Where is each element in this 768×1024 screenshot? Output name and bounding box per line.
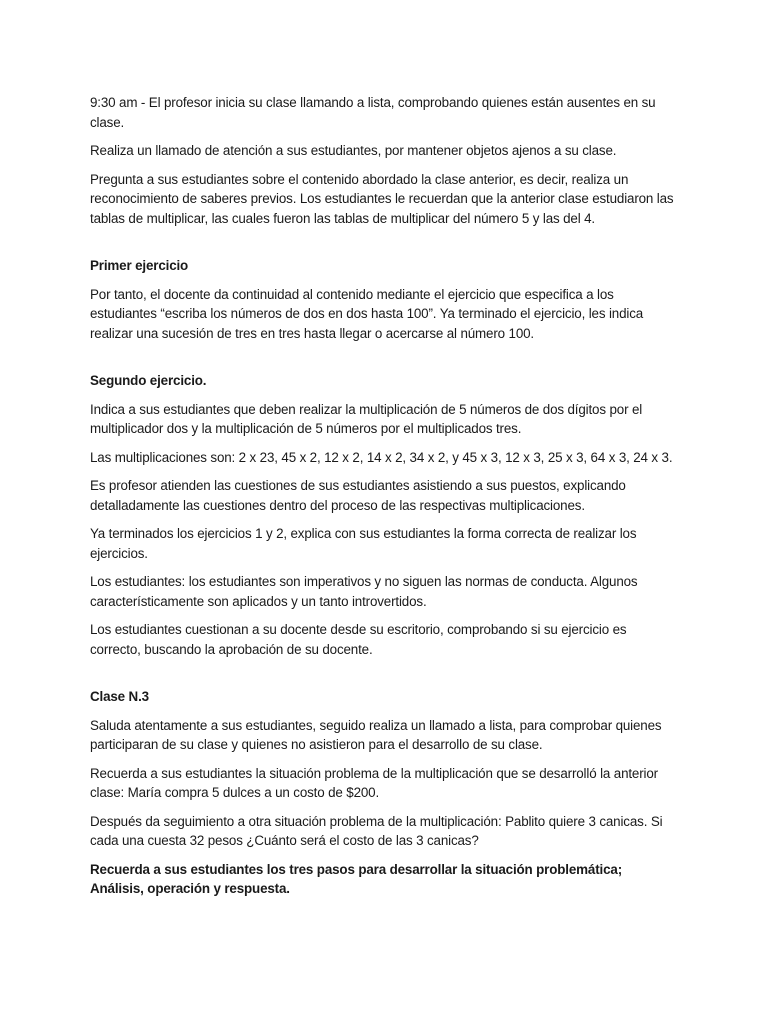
paragraph-first-exercise: Por tanto, el docente da continuidad al contenido mediante el ejercicio que especifica a los estudiantes “escriba los números de dos en dos hasta 100”. Ya terminado el ejercicio, les indica realizar una sucesión de tres en tres hasta llegar o acercarse al número 100.	[90, 286, 644, 341]
paragraph-multiplications: Las multiplicaciones son: 2 x 23, 45 x 2, 12 x 2, 14 x 2, 34 x 2, y 45 x 3, 12 x 3, 25 x 3, 64 x 3, 24 x 3.	[90, 449, 673, 465]
paragraph-attention-call: Realiza un llamado de atención a sus estudiantes, por mantener objetos ajenos a su clase.	[90, 143, 617, 158]
paragraph-attendance: 9:30 am - El profesor inicia su clase llamando a lista, comprobando quienes están ausentes en su clase.	[90, 95, 656, 130]
paragraph-problem-followup: Después da seguimiento a otra situación problema de la multiplicación: Pablito quiere 3 canicas. Si cada una cuesta 32 pesos ¿Cuánto será el costo de las 3 canicas?	[90, 813, 663, 848]
paragraph-teacher-assists: Es profesor atienden las cuestiones de sus estudiantes asistiendo a sus puestos, explicando detalladamente las cuestiones dentro del proceso de las respectivas multiplicaciones.	[90, 478, 626, 513]
paragraph-students-behavior: Los estudiantes: los estudiantes son imperativos y no siguen las normas de conducta. Algunos característicamente son aplicados y un tanto introvertidos.	[90, 574, 638, 609]
paragraph-exercises-review: Ya terminados los ejercicios 1 y 2, explica con sus estudiantes la forma correcta de realizar los ejercicios.	[90, 526, 637, 561]
paragraph-students-questions: Los estudiantes cuestionan a su docente desde su escritorio, comprobando si su ejercicio es correcto, buscando la aprobación de su docente.	[90, 622, 627, 657]
heading-first-exercise: Primer ejercicio	[90, 258, 189, 273]
paragraph-problem-recall: Recuerda a sus estudiantes la situación problema de la multiplicación que se desarrolló la anterior clase: María compra 5 dulces a un costo de $200.	[90, 765, 658, 800]
paragraph-prior-knowledge: Pregunta a sus estudiantes sobre el contenido abordado la clase anterior, es decir, realiza un reconocimiento de saberes previos. Los estudiantes le recuerdan que la anterior clase estudiaron las tablas de multiplicar, las cuales fueron las tablas de multiplicar del número 5 y las del 4.	[90, 171, 674, 226]
heading-second-exercise: Segundo ejercicio.	[90, 373, 207, 388]
paragraph-second-exercise: Indica a sus estudiantes que deben realizar la multiplicación de 5 números de dos dígitos por el multiplicador dos y la multiplicación de 5 números por el multiplicados tres.	[90, 401, 643, 436]
paragraph-greeting: Saluda atentamente a sus estudiantes, seguido realiza un llamado a lista, para comprobar quienes participaran de su clase y quienes no asistieron para el desarrollo de su clase.	[90, 717, 662, 752]
paragraph-three-steps: Recuerda a sus estudiantes los tres pasos para desarrollar la situación problemática; Análisis, operación y respuesta.	[90, 861, 623, 896]
heading-class-3: Clase N.3	[90, 689, 149, 704]
